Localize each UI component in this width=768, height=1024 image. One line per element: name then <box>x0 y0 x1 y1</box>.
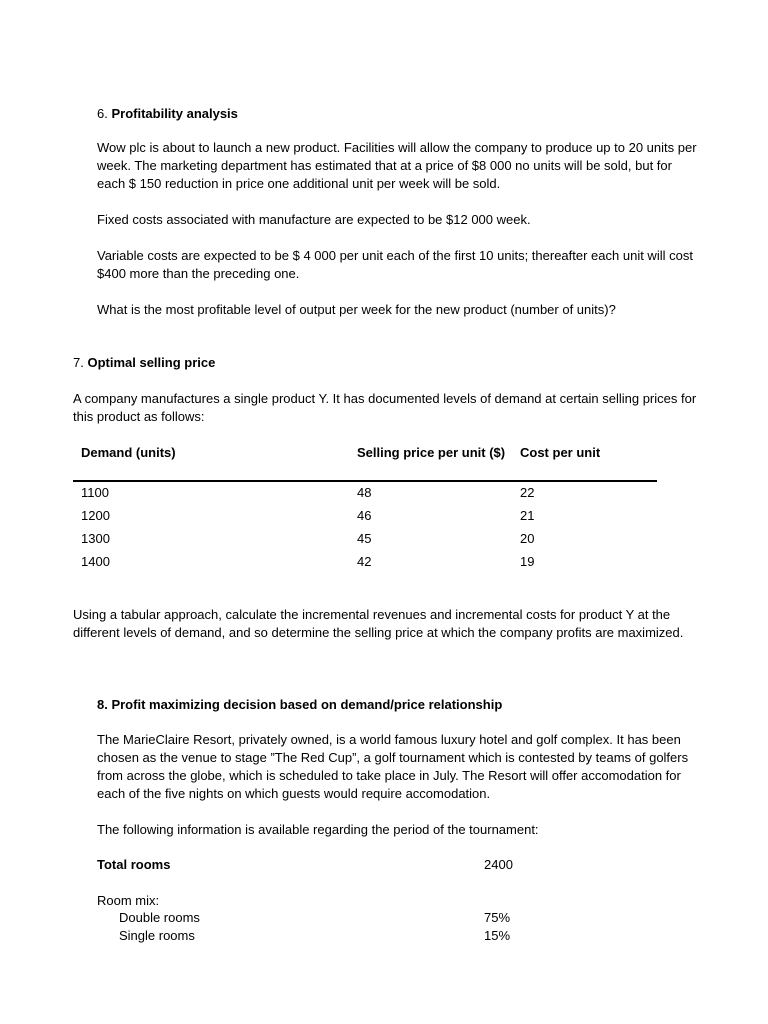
total-rooms-label: Total rooms <box>97 857 171 872</box>
cell-demand: 1300 <box>81 531 110 546</box>
room-mix-double-value: 75% <box>484 910 511 925</box>
total-rooms-value: 2400 <box>484 857 513 872</box>
room-mix-label: Room mix: <box>97 893 160 908</box>
cell-price: 46 <box>357 508 372 523</box>
section-6-heading <box>97 105 238 123</box>
demand-price-table <box>73 442 657 574</box>
cell-demand: 1200 <box>81 508 110 523</box>
room-mix-single-value: 15% <box>484 928 511 943</box>
header-demand: Demand (units) <box>81 445 176 460</box>
table-row <box>73 482 657 505</box>
room-mix-double-label: Double rooms <box>119 910 200 925</box>
section-8-title: 8. Profit maximizing decision based on demand/price relationship <box>97 697 503 712</box>
header-cost: Cost per unit <box>520 445 601 460</box>
section-6-paragraph-1: Wow plc is about to launch a new product. Facilities will allow the company to produce up to 20 units per week. The marketing department has estimated that at a price of $8 000 no units will be sold, but for each $ 150 reduction in price one additional unit per week will be sold. <box>97 140 697 191</box>
cell-price: 45 <box>357 531 372 546</box>
cell-cost: 19 <box>520 554 535 569</box>
section-6-paragraph-2: Fixed costs associated with manufacture are expected to be $12 000 week. <box>97 212 531 227</box>
cell-demand: 1100 <box>81 485 109 500</box>
section-6-title: Profitability analysis <box>111 106 238 121</box>
section-8-paragraph-2: The following information is available regarding the period of the tournament: <box>97 822 539 837</box>
header-selling-price: Selling price per unit ($) <box>357 445 506 460</box>
cell-cost: 22 <box>520 485 535 500</box>
section-6-number: 6. <box>97 106 108 121</box>
section-7-intro: A company manufactures a single product Y. It has documented levels of demand at certain selling prices for this product as follows: <box>73 391 697 424</box>
cell-demand: 1400 <box>81 554 110 569</box>
section-6-question: What is the most profitable level of output per week for the new product (number of units)? <box>97 302 616 317</box>
section-7-question: Using a tabular approach, calculate the incremental revenues and incremental costs for product Y at the different levels of demand, and so determine the selling price at which the company profits are maximized. <box>73 607 684 640</box>
section-7-heading <box>73 354 215 372</box>
section-8-paragraph-1: The MarieClaire Resort, privately owned, is a world famous luxury hotel and golf complex. It has been chosen as the venue to stage ”The Red Cup”, a golf tournament which is contested by teams of golfers from across the globe, which is scheduled to take place in July. The Resort will offer accomodation for each of the five nights on which guests would require accomodation. <box>97 732 689 801</box>
cell-price: 42 <box>357 554 372 569</box>
table-row <box>73 551 657 574</box>
table-row <box>73 528 657 551</box>
section-7-title: Optimal selling price <box>87 355 216 370</box>
room-mix-single-label: Single rooms <box>119 928 195 943</box>
table-row <box>73 505 657 528</box>
cell-price: 48 <box>357 485 372 500</box>
table-header <box>73 442 657 482</box>
cell-cost: 20 <box>520 531 535 546</box>
section-7-number: 7. <box>73 355 84 370</box>
section-6-paragraph-3: Variable costs are expected to be $ 4 000 per unit each of the first 10 units; thereafter each unit will cost $400 more than the preceding one. <box>97 248 693 281</box>
cell-cost: 21 <box>520 508 535 523</box>
